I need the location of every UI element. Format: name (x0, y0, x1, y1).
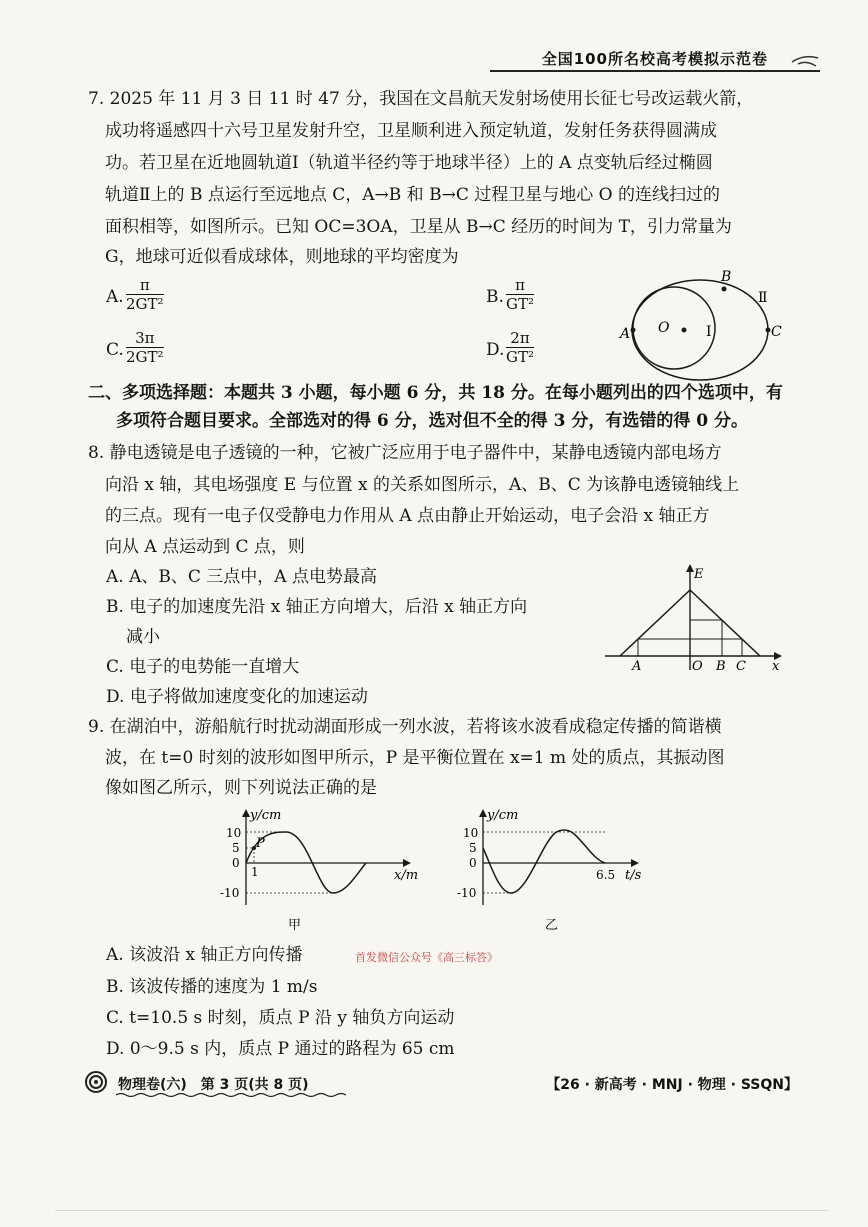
point-c-dot (766, 328, 771, 333)
label-c: C (771, 324, 782, 340)
tick-y-5: 5 (469, 841, 477, 855)
y-label: y/cm (487, 808, 519, 823)
q9-option-b: B. 该波传播的速度为 1 m/s (106, 977, 318, 997)
q8-option-a: A. A、B、C 三点中，A 点电势最高 (106, 567, 377, 587)
label-a: A (632, 659, 642, 674)
q8-line: 向从 A 点运动到 C 点，则 (105, 537, 305, 557)
tick-y-neg10: -10 (220, 886, 240, 900)
q7-option-d-label: D. (486, 340, 505, 360)
q7-option-b-label: B. (486, 287, 504, 307)
fraction-numerator: π (506, 276, 534, 295)
t-label: t/s (625, 868, 642, 883)
footer-code: 【26 · 新高考 · MNJ · 物理 · SSQN】 (546, 1077, 798, 1093)
x-axis-arrow (403, 859, 411, 867)
tick-y-10: 10 (463, 826, 479, 840)
q7-line: 面积相等，如图所示。已知 OC=3OA，卫星从 B→C 经历的时间为 T，引力常量为 (105, 217, 732, 237)
q7-option-c-fraction (126, 329, 164, 366)
fraction-denominator: 2GT² (126, 295, 164, 313)
q7-line: G，地球可近似看成球体，则地球的平均密度为 (105, 247, 459, 267)
y-axis-arrow (479, 809, 487, 817)
tick-y-0: 0 (232, 856, 240, 870)
q7-option-b-fraction (506, 276, 534, 313)
q9-line: 9. 在湖泊中，游船航行时扰动湖面形成一列水波，若将该水波看成稳定传播的简谐横 (88, 717, 722, 737)
feather-icon (790, 52, 820, 72)
q7-line: 功。若卫星在近地圆轨道Ⅰ（轨道半径约等于地球半径）上的 A 点变轨后经过椭圆 (105, 153, 713, 173)
label-orbit-2: Ⅱ (758, 290, 768, 306)
caption-jia: 甲 (288, 918, 302, 933)
orbit-ellipse (632, 280, 768, 380)
y-axis-arrow (242, 809, 250, 817)
label-orbit-1: Ⅰ (706, 324, 712, 340)
tick-x-1: 1 (251, 865, 259, 879)
vibration-graph-yi (455, 805, 665, 935)
section-2-instructions: 多项符合题目要求。全部选对的得 6 分，选对但不全的得 3 分，有选错的得 0 分。 (116, 411, 748, 431)
fraction-numerator: 3π (126, 329, 164, 348)
label-x: x (772, 659, 780, 674)
fraction-numerator: 2π (506, 329, 534, 348)
q7-line: 7. 2025 年 11 月 3 日 11 时 47 分，我国在文昌航天发射场使用长征七号改运载火箭， (88, 89, 754, 109)
q9-line: 像如图乙所示，则下列说法正确的是 (105, 778, 377, 798)
q9-option-c: C. t=10.5 s 时刻，质点 P 沿 y 轴负方向运动 (106, 1008, 455, 1028)
header-title: 全国100所名校高考模拟示范卷 (541, 50, 768, 68)
q7-option-d-fraction (506, 329, 534, 366)
watermark: 首发微信公众号《高三标答》 (355, 951, 498, 964)
q7-line: 成功将遥感四十六号卫星发射升空，卫星顺利进入预定轨道，发射任务获得圆满成 (105, 121, 717, 141)
wavy-underline (116, 1092, 346, 1098)
q9-option-d: D. 0～9.5 s 内，质点 P 通过的路程为 65 cm (106, 1039, 455, 1059)
q9-option-a: A. 该波沿 x 轴正方向传播 (106, 945, 303, 965)
x-label: x/m (394, 868, 419, 883)
label-b: B (716, 659, 726, 674)
q9-line: 波，在 t=0 时刻的波形如图甲所示，P 是平衡位置在 x=1 m 处的质点，其振动图 (105, 748, 725, 768)
fraction-denominator: GT² (506, 295, 535, 313)
fraction-numerator: π (126, 276, 164, 295)
q7-line: 轨道Ⅱ上的 B 点运行至远地点 C，A→B 和 B→C 过程卫星与地心 O 的连线扫过的 (105, 185, 720, 205)
tick-y-0: 0 (469, 856, 477, 870)
earth-center-dot (682, 328, 687, 333)
tick-y-10: 10 (226, 826, 242, 840)
t-axis-arrow (631, 859, 639, 867)
q7-option-c-label: C. (106, 340, 124, 360)
fraction-denominator: 2GT² (126, 348, 164, 366)
q8-option-b: B. 电子的加速度先沿 x 轴正方向增大，后沿 x 轴正方向 (106, 597, 528, 617)
q8-line: 向沿 x 轴，其电场强度 E 与位置 x 的关系如图所示，A、B、C 为该静电透镜轴线上 (105, 475, 740, 495)
q8-line: 8. 静电透镜是电子透镜的一种，它被广泛应用于电子器件中，某静电透镜内部电场方 (88, 443, 722, 463)
q8-option-d: D. 电子将做加速度变化的加速运动 (106, 687, 368, 707)
label-p: P (256, 836, 265, 851)
point-b-dot (722, 287, 727, 292)
tick-t-6-5: 6.5 (596, 868, 616, 882)
page-header (490, 44, 820, 72)
label-b: B (721, 269, 732, 285)
q7-option-a-label: A. (106, 287, 124, 307)
spiral-icon (84, 1070, 108, 1094)
label-e: E (694, 567, 704, 582)
y-label: y/cm (250, 808, 282, 823)
bottom-rule (55, 1210, 828, 1211)
q7-option-a-fraction (126, 276, 164, 313)
q8-line: 的三点。现有一电子仅受静电力作用从 A 点由静止开始运动，电子会沿 x 轴正方 (105, 506, 710, 526)
footer-page-info: 物理卷(六) 第 3 页(共 8 页) (118, 1077, 309, 1093)
q8-option-b-cont: 减小 (126, 627, 160, 647)
vibration-curve (483, 830, 605, 893)
e-axis-arrow (686, 564, 694, 572)
wave-graph-jia (218, 805, 428, 935)
electric-field-figure (600, 560, 790, 675)
label-o: O (658, 320, 670, 336)
tick-y-neg10: -10 (457, 886, 477, 900)
section-2-heading: 二、多项选择题：本题共 3 小题，每小题 6 分，共 18 分。在每小题列出的四个选项中，有 (88, 383, 783, 403)
orbit-circle (633, 287, 715, 369)
label-c: C (736, 659, 746, 674)
point-a-dot (631, 328, 636, 333)
fraction-denominator: GT² (506, 348, 535, 366)
tick-y-5: 5 (232, 841, 240, 855)
label-o: O (692, 659, 703, 674)
caption-yi: 乙 (545, 918, 559, 933)
orbit-figure (600, 264, 800, 394)
q8-option-c: C. 电子的电势能一直增大 (106, 657, 300, 677)
label-a: A (620, 326, 631, 342)
page-footer (90, 1072, 798, 1096)
